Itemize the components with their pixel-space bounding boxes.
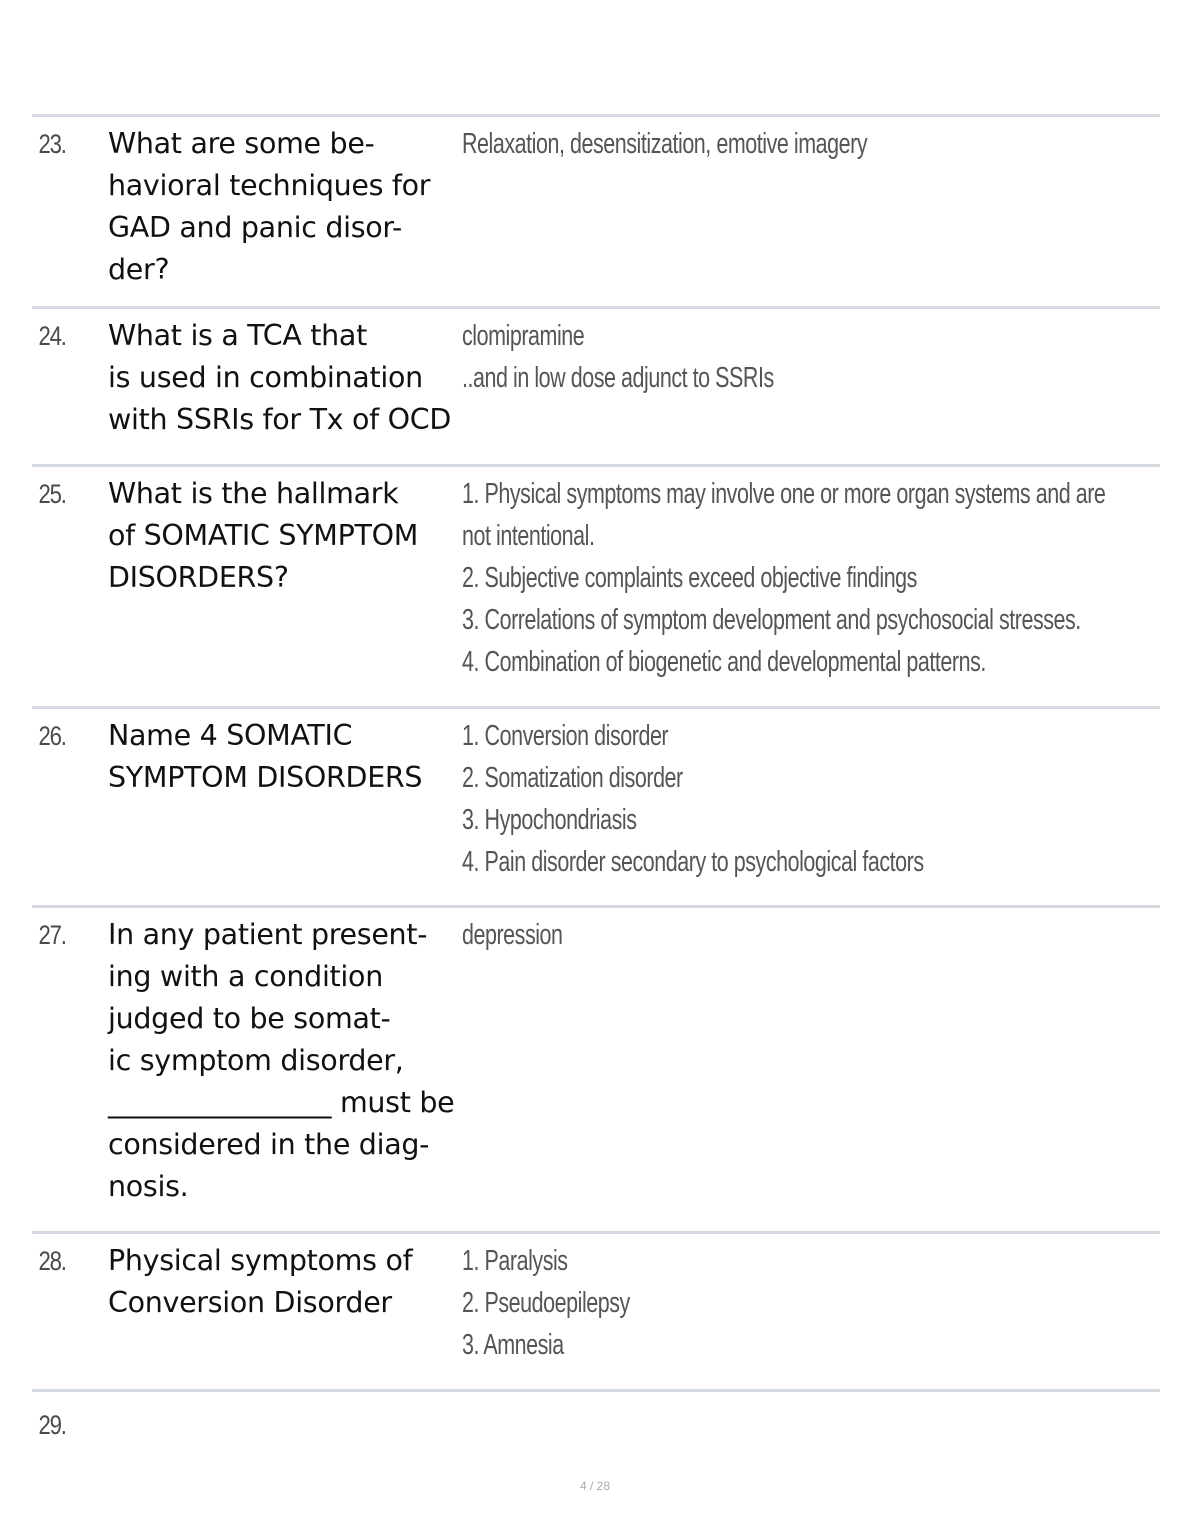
card-definition (462, 715, 1160, 887)
definition-line: clomipramine (462, 320, 585, 352)
term-line: ing with a condition (108, 960, 383, 993)
card-definition (462, 315, 1160, 446)
definition-line: ..and in low dose adjunct to SSRIs (462, 362, 774, 394)
definition-line: 1. Paralysis (462, 1245, 568, 1277)
card-term (108, 1404, 462, 1459)
term-line: with SSRIs for Tx of OCD (108, 403, 452, 436)
definition-line: Relaxation, desensitization, emotive imagery (462, 128, 868, 160)
card-term (108, 715, 462, 887)
definition-line: 1. Conversion disorder (462, 720, 669, 752)
term-line: In any patient present- (108, 918, 428, 951)
card-number: 23. (38, 129, 66, 159)
flashcard-row (32, 464, 1160, 706)
term-line: havioral techniques for (108, 169, 431, 202)
term-line: ic symptom disorder, (108, 1044, 404, 1077)
flashcard-row (32, 306, 1160, 464)
definition-line: 1. Physical symptoms may involve one or more organ systems and are (462, 478, 1106, 510)
flashcard-list (32, 114, 1160, 1459)
definition-line: 4. Combination of biogenetic and developmental patterns. (462, 646, 986, 678)
definition-line: 4. Pain disorder secondary to psychological factors (462, 846, 924, 878)
flashcard-row (32, 706, 1160, 905)
definition-line: 3. Hypochondriasis (462, 804, 637, 836)
page-indicator: 4 / 28 (579, 1479, 611, 1493)
term-line: judged to be somat- (108, 1002, 391, 1035)
card-definition (462, 1240, 1160, 1371)
term-line: What is a TCA that (108, 319, 367, 352)
definition-line: 3. Amnesia (462, 1329, 564, 1361)
card-term (108, 123, 462, 288)
card-term (108, 473, 462, 688)
card-number: 29. (38, 1410, 66, 1440)
card-number: 27. (38, 920, 66, 950)
term-line: DISORDERS? (108, 561, 289, 594)
term-line: nosis. (108, 1170, 189, 1203)
term-line: is used in combination (108, 361, 423, 394)
card-number: 24. (38, 321, 66, 351)
flashcard-row (32, 114, 1160, 306)
term-line: SYMPTOM DISORDERS (108, 761, 423, 794)
flashcard-row (32, 1389, 1160, 1459)
term-line: Conversion Disorder (108, 1286, 392, 1319)
term-line: ________________ must be (108, 1086, 455, 1119)
card-term (108, 1240, 462, 1371)
definition-line: 2. Subjective complaints exceed objective findings (462, 562, 917, 594)
definition-line: 2. Pseudoepilepsy (462, 1287, 630, 1319)
card-number: 25. (38, 479, 66, 509)
card-number: 26. (38, 721, 66, 751)
term-line: GAD and panic disor- (108, 211, 403, 244)
flashcard-row (32, 905, 1160, 1231)
definition-line: 3. Correlations of symptom development and psychosocial stresses. (462, 604, 1081, 636)
term-line: der? (108, 253, 170, 286)
card-definition (462, 123, 1160, 288)
card-term (108, 914, 462, 1213)
card-definition (462, 1404, 1160, 1459)
definition-line: not intentional. (462, 520, 595, 552)
card-definition (462, 473, 1160, 688)
term-line: What is the hallmark (108, 477, 399, 510)
term-line: considered in the diag- (108, 1128, 430, 1161)
definition-line: 2. Somatization disorder (462, 762, 683, 794)
flashcard-row (32, 1231, 1160, 1389)
term-line: Physical symptoms of (108, 1244, 413, 1277)
card-term (108, 315, 462, 446)
card-number: 28. (38, 1246, 66, 1276)
term-line: What are some be- (108, 127, 375, 160)
term-line: Name 4 SOMATIC (108, 719, 353, 752)
term-line: of SOMATIC SYMPTOM (108, 519, 419, 552)
card-definition (462, 914, 1160, 1213)
definition-line: depression (462, 919, 563, 951)
